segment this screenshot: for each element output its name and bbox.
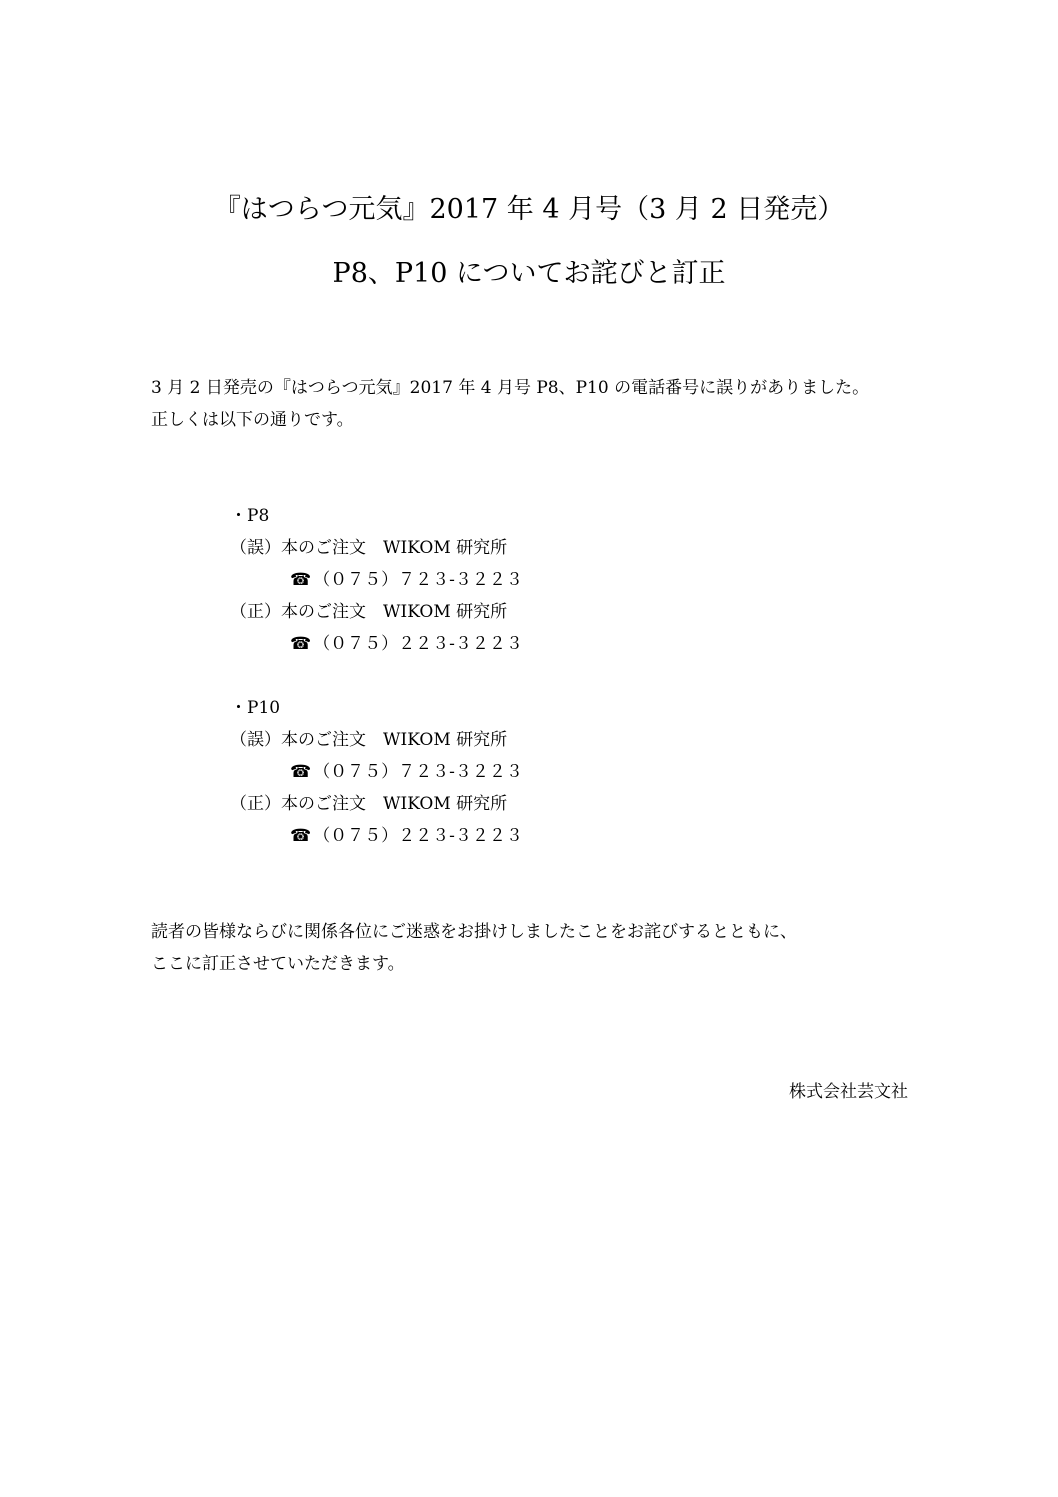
signature: 株式会社芸文社 [789,1082,908,1102]
section-p10-wrong-phone-row [290,761,523,783]
intro-line-1: 3 月 2 日発売の『はつらつ元気』2017 年 4 月号 P8、P10 の電話番号に誤りがありました。 [151,378,870,398]
section-p8-wrong-phone-row [290,569,523,591]
section-p10-heading: ・P10 [230,698,281,718]
section-p8-wrong-phone: （０７５）７２３-３２２３ [313,570,523,590]
page-title-line-1: 『はつらつ元気』2017 年 4 月号（3 月 2 日発売） [213,194,845,225]
section-p8-heading: ・P8 [230,506,270,526]
closing-line-2: ここに訂正させていただきます。 [151,954,405,974]
section-p10-correct-label: （正）本のご注文 WIKOM 研究所 [230,794,508,814]
phone-icon: ☎ [290,826,312,846]
intro-line-2: 正しくは以下の通りです。 [151,410,354,430]
phone-icon: ☎ [290,634,312,654]
section-p10-correct-phone: （０７５）２２３-３２２３ [313,826,523,846]
section-p8-correct-phone-row [290,633,523,655]
section-p10-wrong-label: （誤）本のご注文 WIKOM 研究所 [230,730,508,750]
page-title-line-2: P8、P10 についてお詫びと訂正 [332,258,726,289]
closing-line-1: 読者の皆様ならびに関係各位にご迷惑をお掛けしましたことをお詫びするとともに、 [151,922,797,942]
section-p8-correct-label: （正）本のご注文 WIKOM 研究所 [230,602,508,622]
phone-icon: ☎ [290,762,312,782]
section-p10-correct-phone-row [290,825,523,847]
section-p10-wrong-phone: （０７５）７２３-３２２３ [313,762,523,782]
section-p8-correct-phone: （０７５）２２３-３２２３ [313,634,523,654]
phone-icon: ☎ [290,570,312,590]
section-p8-wrong-label: （誤）本のご注文 WIKOM 研究所 [230,538,508,558]
